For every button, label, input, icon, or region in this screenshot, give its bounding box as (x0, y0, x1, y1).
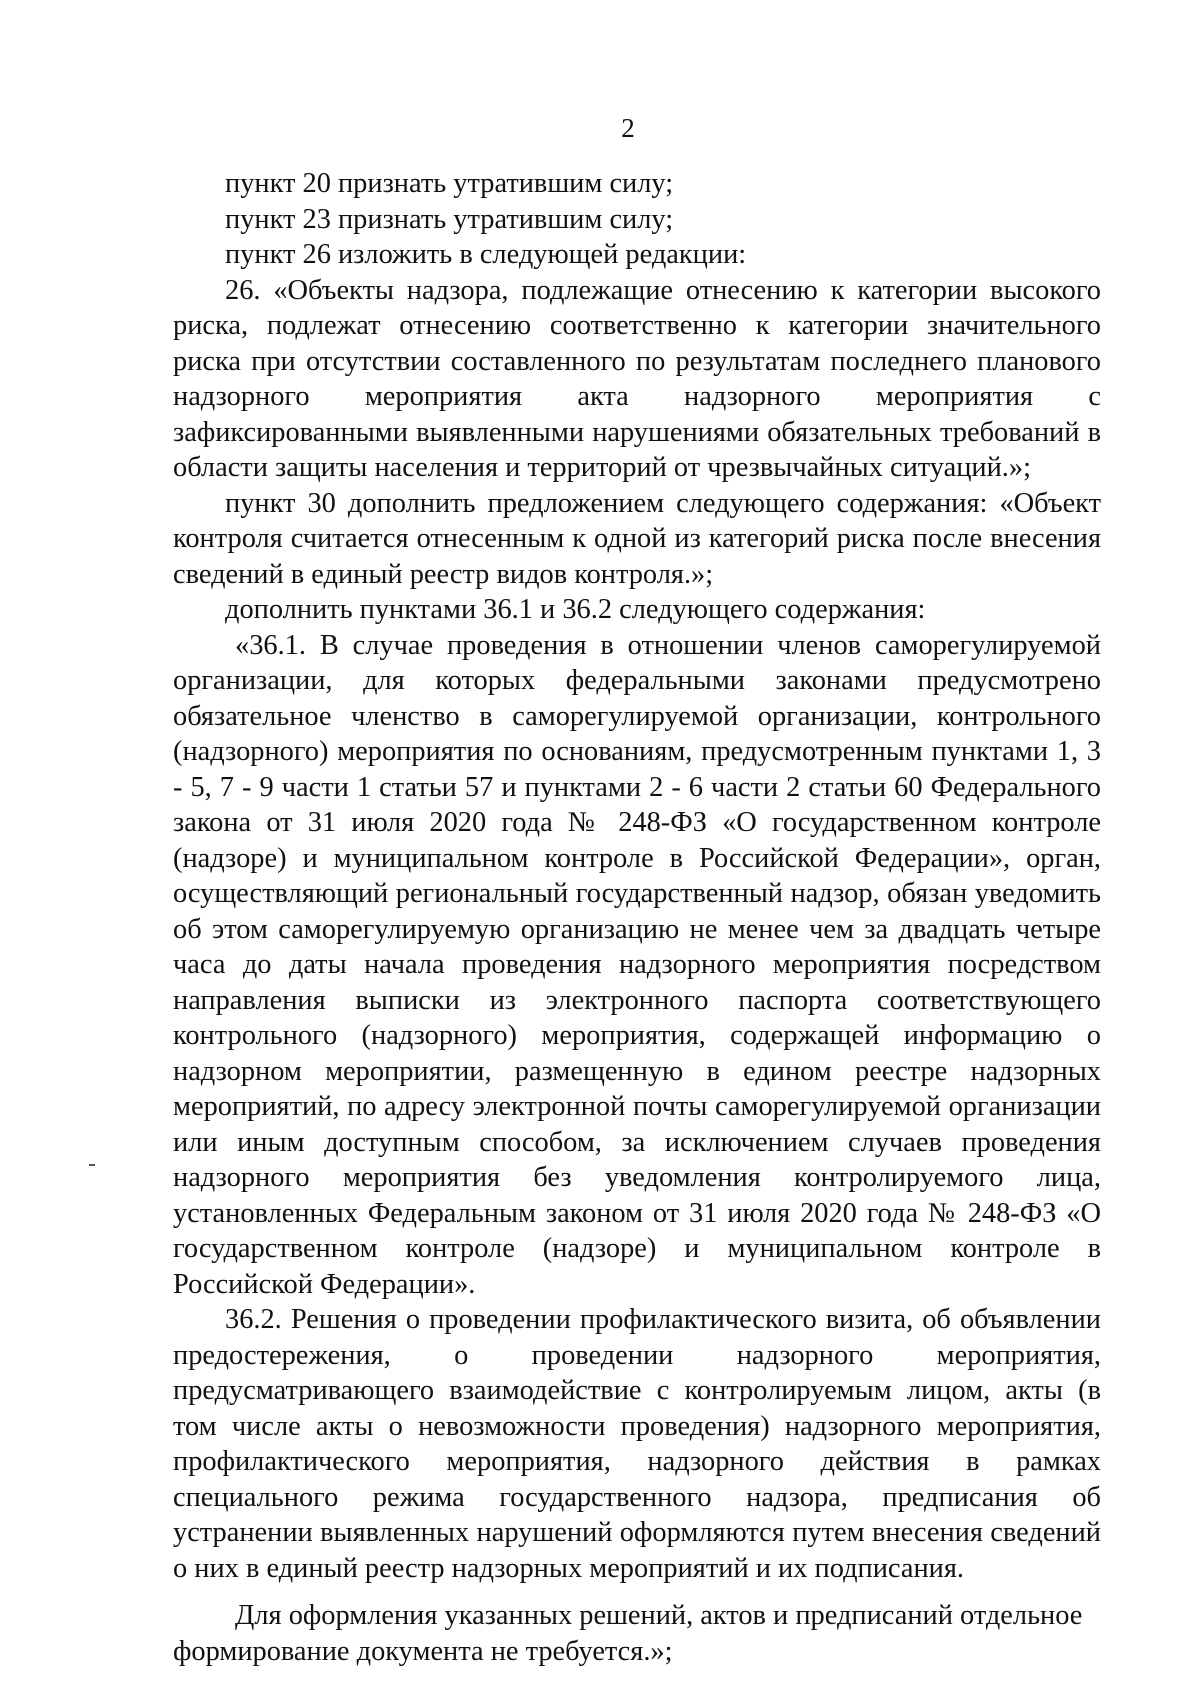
paragraph-closing: Для оформления указанных решений, актов и предписаний отдельное формирование документа не требуется.»; (173, 1600, 1083, 1667)
paragraph-item-23: пункт 23 признать утратившим силу; (225, 203, 674, 235)
scan-mark (89, 1164, 95, 1166)
paragraph-item-30: пункт 30 дополнить предложением следующего содержания: «Объект контроля считается отнесенным к одной из категорий риска после внесения сведений в единый реестр видов контроля.»; (173, 487, 1101, 590)
paragraph-item-26-text: 26. «Объекты надзора, подлежащие отнесению к категории высокого риска, подлежат отнесению соответственно к категории значительного риска при отсутствии составленного по результатам последнего планового надзорного мероприятия акта надзорного мероприятия с зафиксированными выявленными нарушениями обязательных требований в области защиты населения и территорий от чрезвычайных ситуаций.»; (173, 274, 1101, 483)
page-number: 2 (621, 113, 635, 143)
document-body (173, 166, 1101, 1669)
paragraph-item-36-2: 36.2. Решения о проведении профилактического визита, об объявлении предостережения, о проведении надзорного мероприятия, предусматривающего взаимодействие с контролируемым лицом, акты (в том числе акты о невозможности проведения) надзорного мероприятия, профилактического мероприятия, надзорного действия в рамках специального режима государственного надзора, предписания об устранении выявленных нарушений оформляются путем внесения сведений о них в единый реестр надзорных мероприятий и их подписания. (173, 1304, 1101, 1584)
paragraph-item-26-intro: пункт 26 изложить в следующей редакции: (225, 239, 747, 270)
paragraph-item-20: пункт 20 признать утратившим силу; (225, 168, 674, 199)
paragraph-add-items-intro: дополнить пунктами 36.1 и 36.2 следующего содержания: (225, 594, 926, 625)
paragraph-item-36-1: «36.1. В случае проведения в отношении членов саморегулируемой организации, для которых федеральными законами предусмотрено обязательное членство в саморегулируемой организации, контрольного (надзорного) мероприятия по основаниям, предусмотренным пунктами 1, 3 - 5, 7 - 9 части 1 статьи 57 и пунктами 2 - 6 части 2 статьи 60 Федерального закона от 31 июля 2020 года № 248-ФЗ «О государственном контроле (надзоре) и муниципальном контроле в Российской Федерации», орган, осуществляющий региональный государственный надзор, обязан уведомить об этом саморегулируемую организацию не менее чем за двадцать четыре часа до даты начала проведения надзорного мероприятия посредством направления выписки из электронного паспорта соответствующего контрольного (надзорного) мероприятия, содержащей информацию о надзорном мероприятии, размещенную в едином реестре надзорных мероприятий, по адресу электронной почты саморегулируемой организации или иным доступным способом, за исключением случаев проведения надзорного мероприятия без уведомления контролируемого лица, установленных Федеральным законом от 31 июля 2020 года № 248-ФЗ «О государственном контроле (надзоре) и муниципальном контроле в Российской Федерации». (173, 629, 1101, 1300)
